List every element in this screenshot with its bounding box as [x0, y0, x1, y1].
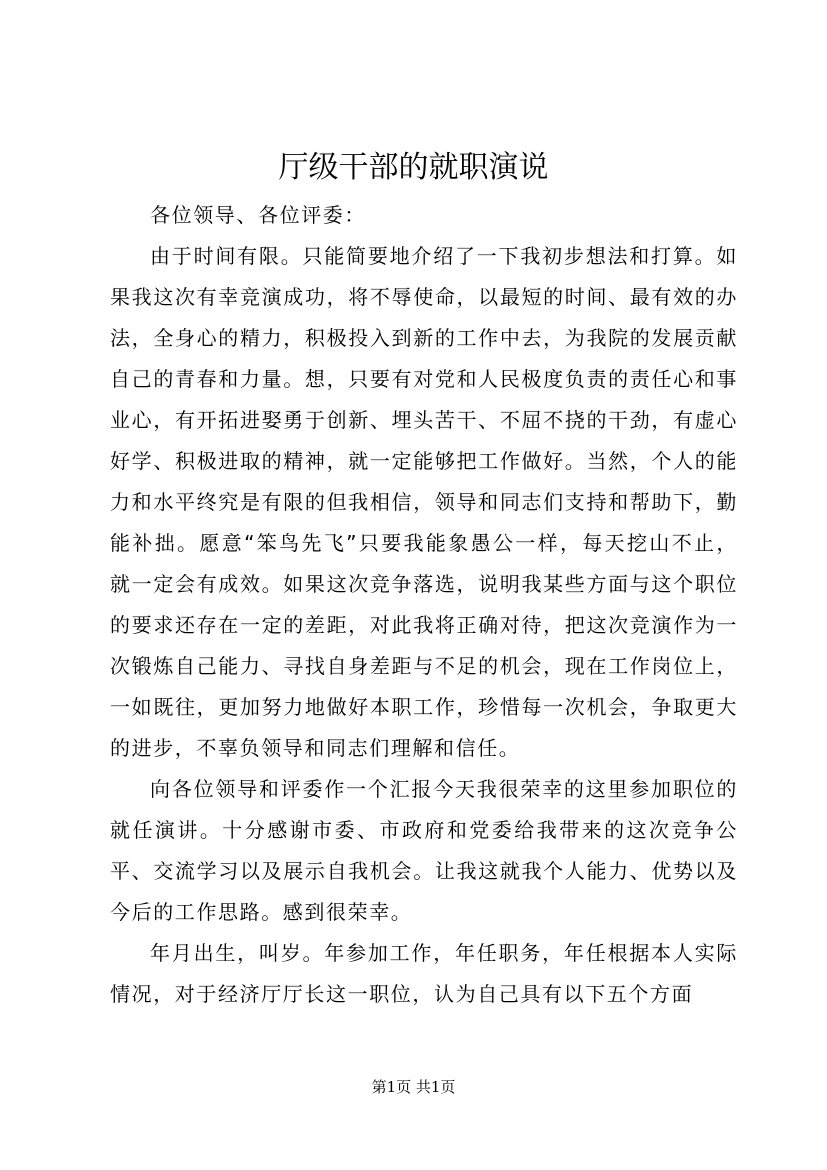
document-title: 厅级干部的就职演说 [278, 150, 549, 185]
paragraph-3: 年月出生，叫岁。年参加工作，年任职务，年任根据本人实际情况，对于经济厅厅长这一职位，认为自己具有以下五个方面 [110, 941, 738, 1006]
paragraph-1: 由于时间有限。只能简要地介绍了一下我初步想法和打算。如果我这次有幸竞演成功，将不辱使命，以最短的时间、最有效的办法，全身心的精力，积极投入到新的工作中去，为我院的发展贡献自己的青春和力量。想，只要有对党和人民极度负责的责任心和事业心，有开拓进娶勇于创新、埋头苦干、不屈不挠的干劲，有虚心好学、积极进取的精神，就一定能够把工作做好。当然，个人的能力和水平终究是有限的但我相信，领导和同志们支持和帮助下，勤能补拙。愿意“笨鸟先飞”只要我能象愚公一样，每天挖山不止，就一定会有成效。如果这次竞争落选，说明我某些方面与这个职位的要求还存在一定的差距，对此我将正确对待，把这次竞演作为一次锻炼自己能力、寻找自身差距与不足的机会，现在工作岗位上，一如既往，更加努力地做好本职工作，珍惜每一次机会，争取更大的进步，不辜负领导和同志们理解和信任。 [110, 244, 738, 760]
page-footer: 第1页 共1页 [371, 1078, 456, 1096]
paragraph-2: 向各位领导和评委作一个汇报今天我很荣幸的这里参加职位的就任演讲。十分感谢市委、市政府和党委给我带来的这次竞争公平、交流学习以及展示自我机会。让我这就我个人能力、优势以及今后的工作思路。感到很荣幸。 [110, 777, 738, 924]
document-body [110, 195, 738, 1015]
salutation: 各位领导、各位评委： [150, 203, 366, 227]
